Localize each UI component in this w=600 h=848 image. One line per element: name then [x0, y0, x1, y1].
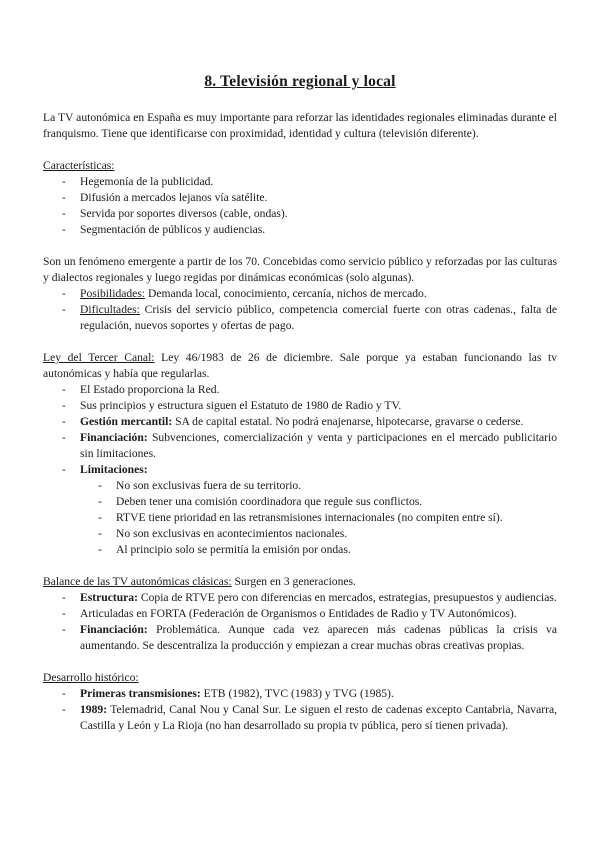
- item-text: Crisis del servicio público, competencia comercial fuerte con otras cadenas., falta de regulación, nuevos soportes y ofertas de pago.: [80, 303, 557, 332]
- item-text: Subvenciones, comercialización y venta y participaciones en el mercado publicitario sin limitaciones.: [80, 431, 557, 460]
- item-label: Dificultades:: [80, 303, 140, 316]
- list-item: [43, 622, 557, 654]
- desarrollo-label: Desarrollo histórico:: [43, 671, 139, 684]
- balance-label: Balance de las TV autonómicas clásicas:: [43, 575, 232, 588]
- caracteristicas-label: Características:: [43, 159, 115, 172]
- intro-paragraph: La TV autonómica en España es muy importante para reforzar las identidades regionales eliminadas durante el franquismo. Tiene que identificarse con proximidad, identidad y cultura (televisión diferente).: [43, 111, 557, 140]
- ley-paragraph: [43, 350, 557, 382]
- sub-list-item: - Al principio solo se permitía la emisión por ondas.: [43, 542, 557, 558]
- balance-paragraph: [43, 574, 557, 590]
- list-item: [43, 606, 557, 622]
- list-item: [43, 462, 557, 478]
- section-title: 8. Televisión regional y local: [204, 73, 396, 90]
- sub-list-item: - No son exclusivas en acontecimientos nacionales.: [43, 526, 557, 542]
- item-label: Financiación:: [80, 431, 148, 444]
- list-item: [43, 302, 557, 334]
- sub-list-item: - No son exclusivas fuera de su territorio.: [43, 478, 557, 494]
- list-item: [43, 382, 557, 398]
- balance-list: [43, 590, 557, 654]
- list-item: - Segmentación de públicos y audiencias.: [43, 222, 557, 238]
- caracteristicas-list: [43, 174, 557, 238]
- item-label: Estructura:: [80, 591, 138, 604]
- desarrollo-list: [43, 686, 557, 734]
- item-text: Problemática. Aunque cada vez aparecen más cadenas públicas la crisis va aumentando. Se descentraliza la producción y empiezan a crear muchas obras creativas propias.: [80, 623, 557, 652]
- list-item: [43, 286, 557, 302]
- sub-list-item: - Deben tener una comisión coordinadora que regule sus conflictos.: [43, 494, 557, 510]
- item-text: Sus principios y estructura siguen el Estatuto de 1980 de Radio y TV.: [80, 399, 402, 412]
- fenomeno-list: [43, 286, 557, 334]
- balance-text: Surgen en 3 generaciones.: [231, 575, 356, 588]
- desarrollo-heading: [43, 670, 557, 686]
- list-item: [43, 686, 557, 702]
- item-label: Posibilidades:: [80, 287, 146, 300]
- list-item: - Hegemonía de la publicidad.: [43, 174, 557, 190]
- item-text: Telemadrid, Canal Nou y Canal Sur. Le siguen el resto de cadenas excepto Cantabria, Navarra, Castilla y León y La Rioja (no han desarrollado su propia tv pública, pero sí tienen privada).: [80, 703, 557, 732]
- ley-label: Ley del Tercer Canal:: [43, 351, 155, 364]
- list-item: - Servida por soportes diversos (cable, ondas).: [43, 206, 557, 222]
- list-item: [43, 430, 557, 462]
- item-text: El Estado proporciona la Red.: [80, 383, 220, 396]
- item-text: Articuladas en FORTA (Federación de Organismos o Entidades de Radio y TV Autonómicos).: [80, 607, 517, 620]
- limitaciones-list: [43, 478, 557, 558]
- ley-list: [43, 382, 557, 478]
- list-item: [43, 398, 557, 414]
- ley-text: Ley 46/1983 de 26 de diciembre. Sale porque ya estaban funcionando las tv autonómicas y había que regularlas.: [43, 351, 557, 380]
- list-item: [43, 414, 557, 430]
- list-item: [43, 702, 557, 734]
- item-text: Copia de RTVE pero con diferencias en mercados, estrategias, presupuestos y audiencias.: [137, 591, 557, 604]
- item-text: SA de capital estatal. No podrá enajenarse, hipotecarse, gravarse o cederse.: [172, 415, 524, 428]
- item-text: ETB (1982), TVC (1983) y TVG (1985).: [200, 687, 394, 700]
- caracteristicas-heading: [43, 158, 557, 174]
- list-item: - Difusión a mercados lejanos vía satélite.: [43, 190, 557, 206]
- item-label: Gestión mercantil:: [80, 415, 173, 428]
- sub-list-item: - RTVE tiene prioridad en las retransmisiones internacionales (no compiten entre sí).: [43, 510, 557, 526]
- item-label: 1989:: [80, 703, 108, 716]
- item-label: Limitaciones:: [80, 463, 148, 476]
- item-label: Primeras transmisiones:: [80, 687, 201, 700]
- fenomeno-paragraph: Son un fenómeno emergente a partir de los 70. Concebidas como servicio público y reforzadas por las culturas y dialectos regionales y luego regidas por dinámicas económicas (solo algunas).: [43, 255, 557, 284]
- item-text: Demanda local, conocimiento, cercanía, nichos de mercado.: [145, 287, 427, 300]
- item-label: Financiación:: [80, 623, 148, 636]
- list-item: [43, 590, 557, 606]
